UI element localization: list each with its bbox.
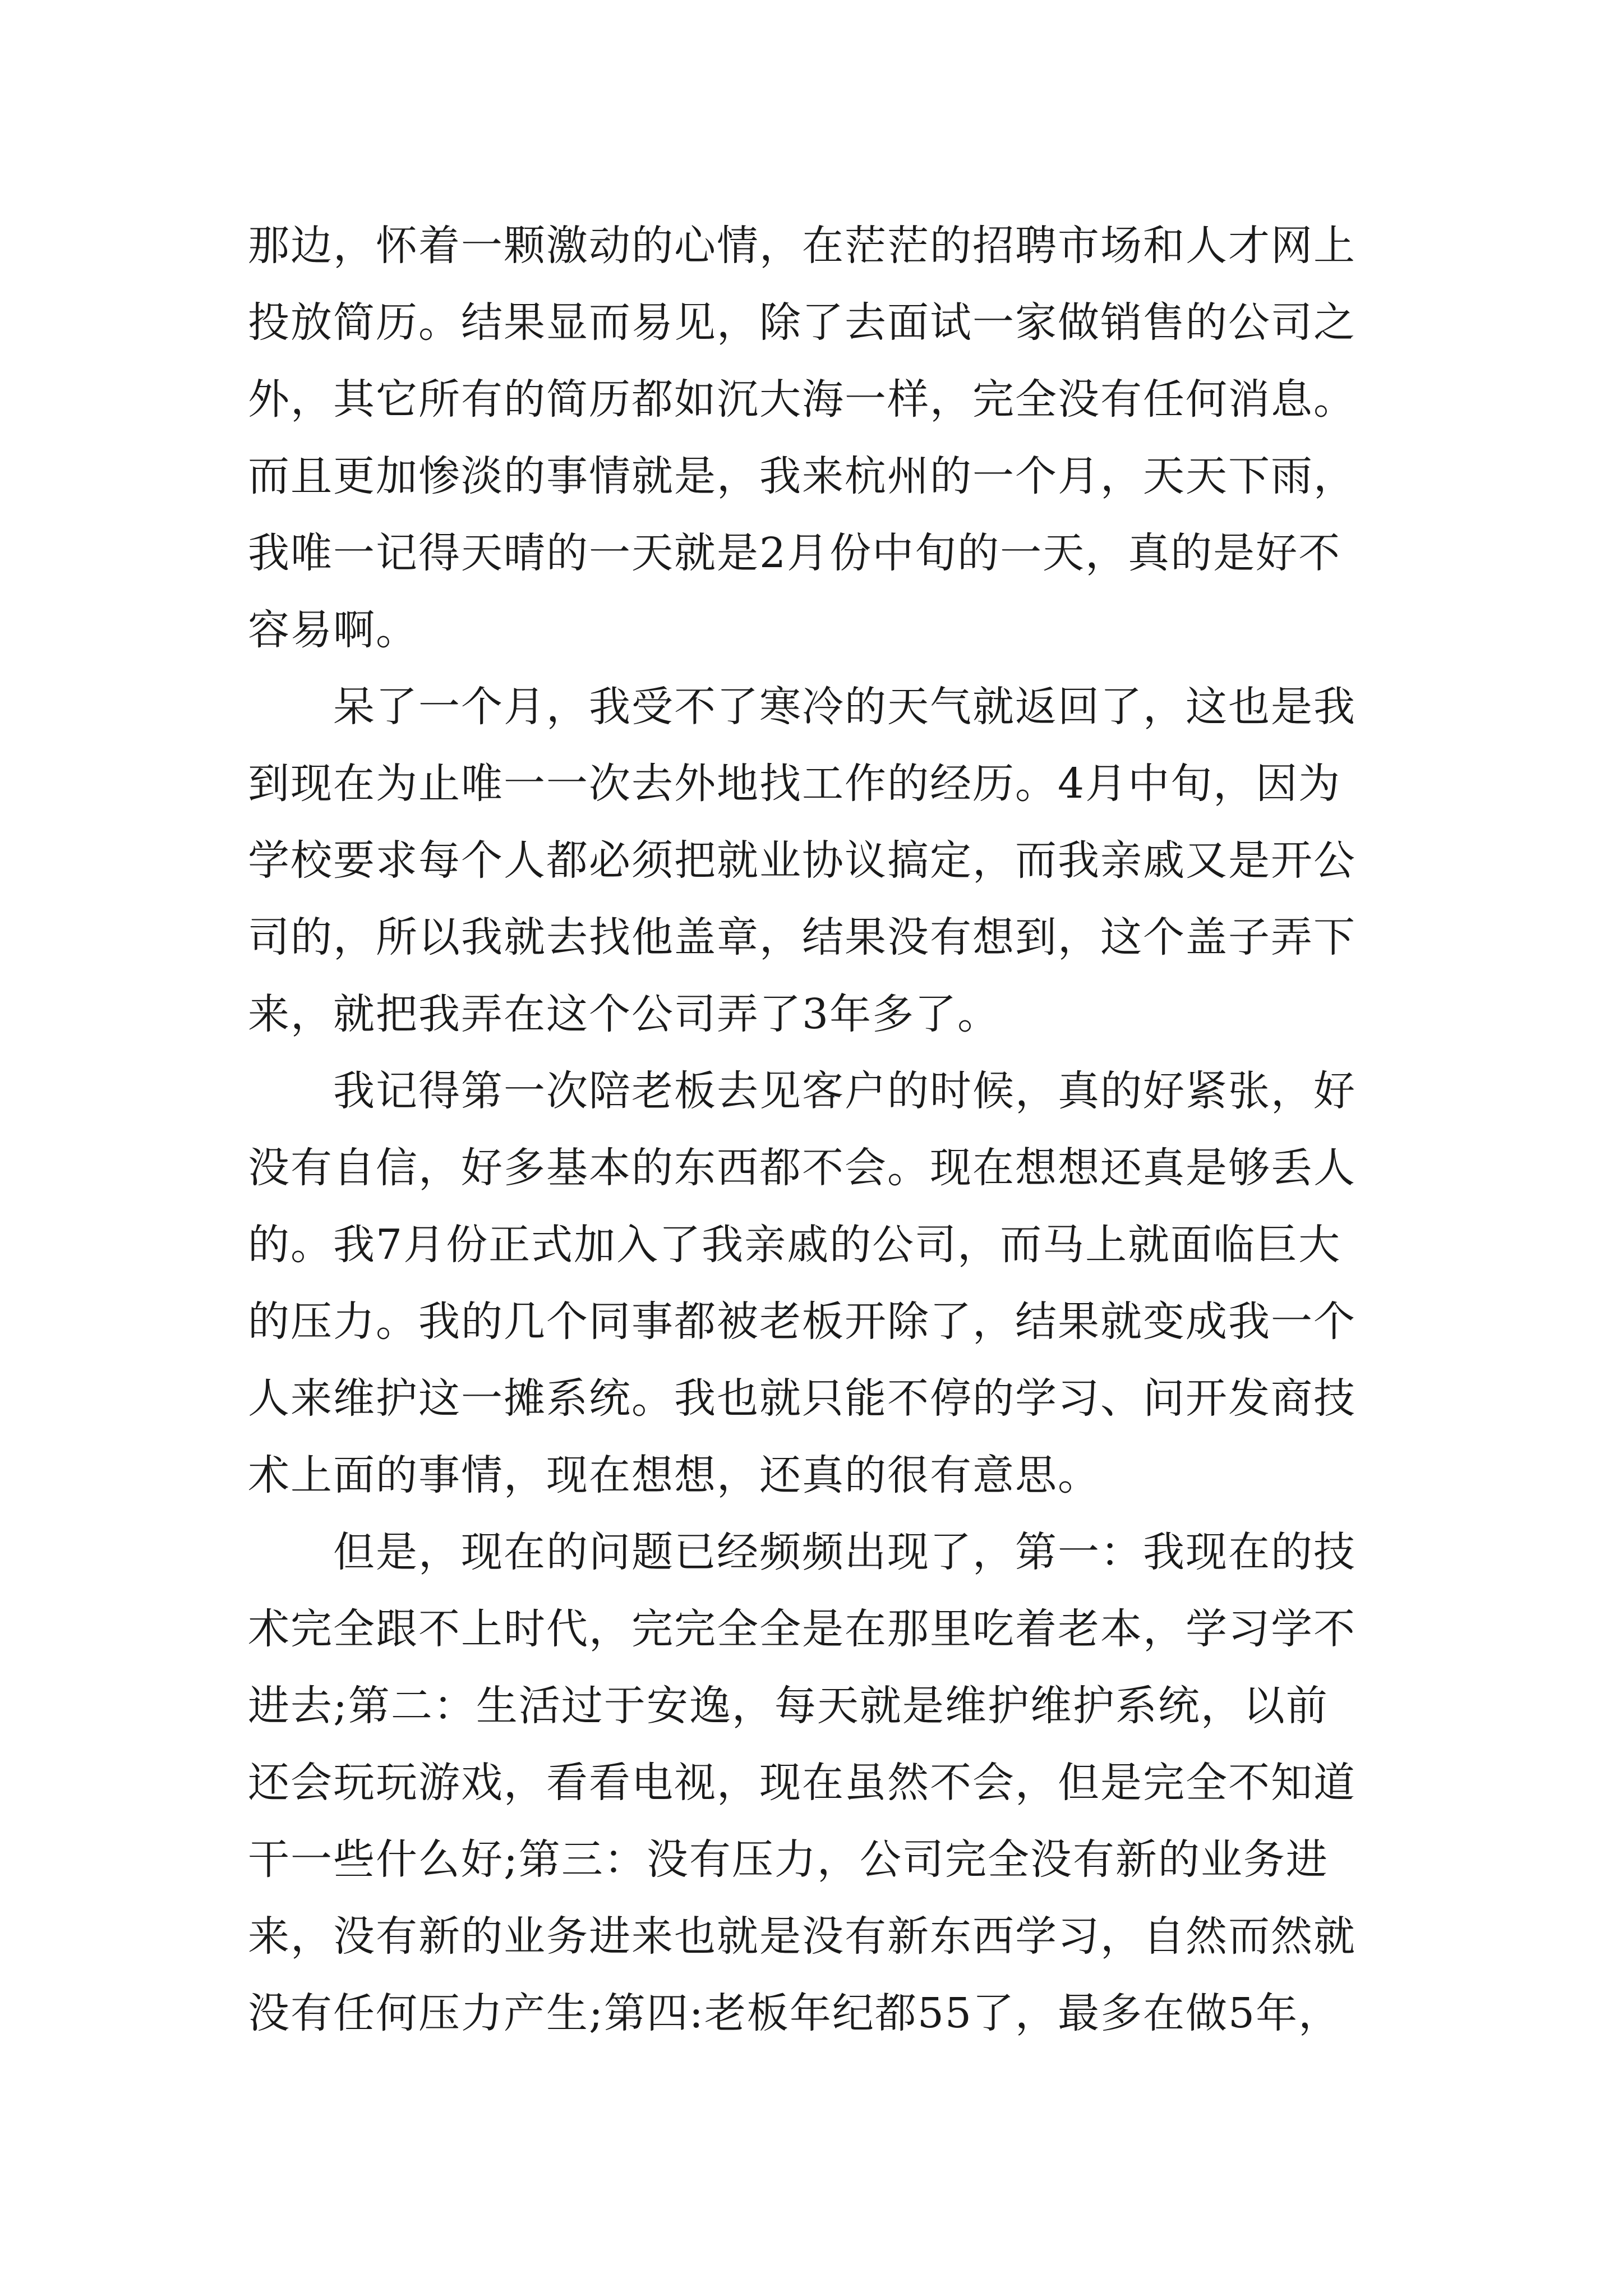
text-line: 术完全跟不上时代，完完全全是在那里吃着老本，学习学不 [248, 1605, 1356, 1653]
text-line: 那边，怀着一颗激动的心情，在茫茫的招聘市场和人才网上 [248, 222, 1356, 270]
document-body-text [248, 208, 1398, 2052]
text-line: 来，就把我弄在这个公司弄了3年多了。 [248, 990, 1000, 1038]
text-line: 但是，现在的问题已经频频出现了，第一：我现在的技 [248, 1528, 1356, 1576]
text-line: 干一些什么好;第三：没有压力，公司完全没有新的业务进 [248, 1835, 1329, 1884]
text-line: 外，其它所有的简历都如沉大海一样，完全没有任何消息。 [248, 375, 1356, 424]
text-line: 的压力。我的几个同事都被老板开除了，结果就变成我一个 [248, 1297, 1356, 1346]
text-line: 没有自信，好多基本的东西都不会。现在想想还真是够丢人 [248, 1144, 1356, 1192]
text-line: 容易啊。 [248, 606, 418, 654]
text-line: 而且更加惨淡的事情就是，我来杭州的一个月，天天下雨， [248, 452, 1356, 500]
text-line: 的。我7月份正式加入了我亲戚的公司，而马上就面临巨大 [248, 1221, 1341, 1269]
text-line: 到现在为止唯一一次去外地找工作的经历。4月中旬，因为 [248, 760, 1341, 808]
text-line: 术上面的事情，现在想想，还真的很有意思。 [248, 1451, 1100, 1499]
text-line: 进去;第二：生活过于安逸，每天就是维护维护系统，以前 [248, 1682, 1329, 1730]
text-line: 没有任何压力产生;第四:老板年纪都55了，最多在做5年， [248, 1989, 1341, 2037]
text-line: 还会玩玩游戏，看看电视，现在虽然不会，但是完全不知道 [248, 1759, 1356, 1807]
text-line: 司的，所以我就去找他盖章，结果没有想到，这个盖子弄下 [248, 913, 1356, 961]
text-line: 我唯一记得天晴的一天就是2月份中旬的一天，真的是好不 [248, 529, 1341, 577]
text-line: 我记得第一次陪老板去见客户的时候，真的好紧张，好 [248, 1067, 1356, 1115]
text-line: 投放简历。结果显而易见，除了去面试一家做销售的公司之 [248, 298, 1356, 347]
text-line: 学校要求每个人都必须把就业协议搞定，而我亲戚又是开公 [248, 836, 1356, 885]
text-line: 呆了一个月，我受不了寒冷的天气就返回了，这也是我 [248, 683, 1356, 731]
text-line: 来，没有新的业务进来也就是没有新东西学习，自然而然就 [248, 1912, 1356, 1961]
text-line: 人来维护这一摊系统。我也就只能不停的学习、问开发商技 [248, 1374, 1356, 1423]
